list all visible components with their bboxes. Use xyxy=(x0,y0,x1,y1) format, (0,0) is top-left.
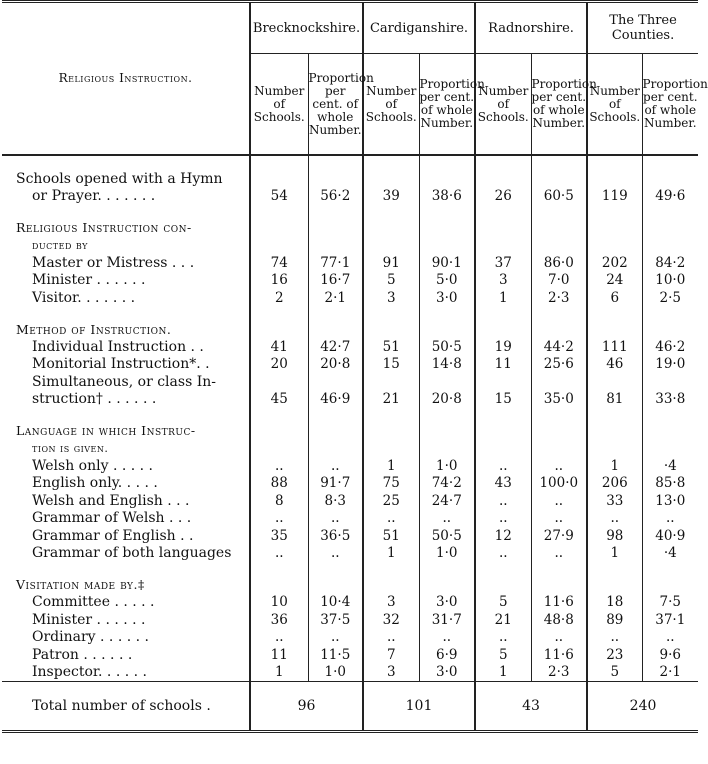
cell-number: 89 xyxy=(587,611,642,629)
table-row xyxy=(2,391,698,409)
spacer-row xyxy=(2,408,698,422)
row-label: Schools opened with a Hymn xyxy=(16,170,223,187)
cell-number: .. xyxy=(250,629,308,647)
cell-proportion: 44·2 xyxy=(531,338,587,356)
cell-proportion: .. xyxy=(531,510,587,528)
cell-proportion: 7·5 xyxy=(642,594,698,612)
total-brecknockshire: 96 xyxy=(250,682,363,732)
row-label-header-text: Religious Instruction. xyxy=(58,71,193,85)
row-label: Individual Instruction . . xyxy=(32,338,204,355)
cell-number: 12 xyxy=(475,527,531,545)
cell-proportion: 25·6 xyxy=(531,356,587,374)
cell-number: 91 xyxy=(363,254,419,272)
cell-number: 51 xyxy=(363,527,419,545)
row-label: Visitor. . . . . . . xyxy=(32,289,136,306)
spacer-row xyxy=(2,205,698,219)
table-row xyxy=(2,510,698,528)
cell-proportion: 90·1 xyxy=(419,254,475,272)
cell-proportion: .. xyxy=(531,629,587,647)
cell-number: .. xyxy=(587,510,642,528)
cell-proportion: 60·5 xyxy=(531,188,587,206)
table-row xyxy=(2,664,698,682)
section-label-row xyxy=(2,440,698,458)
county-header-brecknockshire: Brecknockshire. xyxy=(250,2,363,54)
spacer-row xyxy=(2,155,698,170)
table-row xyxy=(2,527,698,545)
cell-number: 6 xyxy=(587,289,642,307)
col-number-of-schools: Number of Schools. xyxy=(363,54,419,156)
total-row xyxy=(2,682,698,732)
cell-number: 33 xyxy=(587,492,642,510)
cell-proportion: .. xyxy=(642,510,698,528)
cell-proportion: 84·2 xyxy=(642,254,698,272)
cell-number: 51 xyxy=(363,338,419,356)
cell-number: .. xyxy=(363,629,419,647)
row-label: Grammar of Welsh . . . xyxy=(32,510,192,527)
table-row xyxy=(2,594,698,612)
cell-proportion: 2·3 xyxy=(531,289,587,307)
cell-number: 5 xyxy=(475,594,531,612)
cell-proportion: 91·7 xyxy=(308,475,363,493)
table-row xyxy=(2,272,698,290)
cell-proportion: 5·0 xyxy=(419,272,475,290)
cell-number: 19 xyxy=(475,338,531,356)
cell-proportion: 48·8 xyxy=(531,611,587,629)
row-label: Minister . . . . . . xyxy=(32,611,146,628)
row-label-header xyxy=(2,2,250,156)
cell-proportion: 56·2 xyxy=(308,188,363,206)
cell-proportion: 16·7 xyxy=(308,272,363,290)
table-row xyxy=(2,254,698,272)
row-label: ducted by xyxy=(32,238,88,252)
cell-proportion: 20·8 xyxy=(419,391,475,409)
cell-proportion: 13·0 xyxy=(642,492,698,510)
cell-number: 206 xyxy=(587,475,642,493)
cell-proportion: 100·0 xyxy=(531,475,587,493)
cell-number: 3 xyxy=(363,664,419,682)
row-label: Welsh and English . . . xyxy=(32,492,190,509)
cell-number: 81 xyxy=(587,391,642,409)
cell-proportion: 86·0 xyxy=(531,254,587,272)
cell-number: 1 xyxy=(587,545,642,563)
cell-proportion: 2·1 xyxy=(642,664,698,682)
table-row xyxy=(2,356,698,374)
cell-proportion: 37·5 xyxy=(308,611,363,629)
cell-proportion: 2·3 xyxy=(531,664,587,682)
county-header-three-counties: The Three Counties. xyxy=(587,2,698,54)
cell-proportion: 2·1 xyxy=(308,289,363,307)
cell-number: 15 xyxy=(475,391,531,409)
cell-number: 1 xyxy=(250,664,308,682)
total-cardiganshire: 101 xyxy=(363,682,475,732)
cell-proportion: 24·7 xyxy=(419,492,475,510)
cell-proportion: 37·1 xyxy=(642,611,698,629)
row-label: struction† . . . . . . xyxy=(32,391,157,408)
col-proportion: Proportion per cent. of whole Number. xyxy=(308,54,363,156)
cell-proportion: .. xyxy=(531,492,587,510)
row-label: Method of Instruction. xyxy=(16,321,172,337)
cell-number: 54 xyxy=(250,188,308,206)
section-label-row xyxy=(2,219,698,237)
cell-number: 119 xyxy=(587,188,642,206)
cell-proportion: .. xyxy=(308,457,363,475)
row-label: Visitation made by.‡ xyxy=(16,577,145,593)
cell-number: 202 xyxy=(587,254,642,272)
total-radnorshire: 43 xyxy=(475,682,587,732)
cell-number: 75 xyxy=(363,475,419,493)
col-number-of-schools: Number of Schools. xyxy=(250,54,308,156)
cell-number: 3 xyxy=(363,594,419,612)
cell-proportion: 50·5 xyxy=(419,338,475,356)
cell-proportion: 42·7 xyxy=(308,338,363,356)
cell-number: 5 xyxy=(475,646,531,664)
cell-number: .. xyxy=(250,510,308,528)
cell-proportion: 2·5 xyxy=(642,289,698,307)
table-row xyxy=(2,338,698,356)
cell-proportion: 9·6 xyxy=(642,646,698,664)
row-label: Simultaneous, or class In- xyxy=(32,373,216,390)
col-proportion: Proportion per cent. of whole Number. xyxy=(642,54,698,156)
cell-number: 43 xyxy=(475,475,531,493)
cell-number: 39 xyxy=(363,188,419,206)
cell-number: 20 xyxy=(250,356,308,374)
table-row xyxy=(2,611,698,629)
table-row xyxy=(2,492,698,510)
row-label: English only. . . . . xyxy=(32,475,158,492)
cell-number: .. xyxy=(475,629,531,647)
cell-number: 23 xyxy=(587,646,642,664)
cell-proportion: 38·6 xyxy=(419,188,475,206)
cell-number: 98 xyxy=(587,527,642,545)
section-label-row xyxy=(2,576,698,594)
total-three-counties: 240 xyxy=(587,682,698,732)
cell-proportion: .. xyxy=(531,545,587,563)
cell-proportion: 46·9 xyxy=(308,391,363,409)
row-label: Patron . . . . . . xyxy=(32,646,133,663)
row-label: Master or Mistress . . . xyxy=(32,254,195,271)
cell-number: 46 xyxy=(587,356,642,374)
section-label-row xyxy=(2,373,698,391)
col-number-of-schools: Number of Schools. xyxy=(587,54,642,156)
cell-proportion: 8·3 xyxy=(308,492,363,510)
cell-proportion: 6·9 xyxy=(419,646,475,664)
cell-number: 8 xyxy=(250,492,308,510)
cell-proportion: 1·0 xyxy=(419,457,475,475)
cell-number: .. xyxy=(475,492,531,510)
cell-proportion: 11·6 xyxy=(531,646,587,664)
section-label-row xyxy=(2,422,698,440)
cell-proportion: 3·0 xyxy=(419,664,475,682)
cell-number: 111 xyxy=(587,338,642,356)
cell-number: 18 xyxy=(587,594,642,612)
cell-number: 16 xyxy=(250,272,308,290)
table-row xyxy=(2,188,698,206)
cell-number: 11 xyxy=(250,646,308,664)
cell-number: .. xyxy=(587,629,642,647)
cell-proportion: ·4 xyxy=(642,457,698,475)
cell-number: 37 xyxy=(475,254,531,272)
cell-number: 15 xyxy=(363,356,419,374)
cell-number: 1 xyxy=(475,664,531,682)
cell-proportion: 3·0 xyxy=(419,289,475,307)
table-row xyxy=(2,475,698,493)
cell-number: 24 xyxy=(587,272,642,290)
cell-proportion: 46·2 xyxy=(642,338,698,356)
cell-number: 36 xyxy=(250,611,308,629)
row-label: Grammar of both languages xyxy=(32,545,232,562)
table-row xyxy=(2,646,698,664)
row-label: Monitorial Instruction*. . xyxy=(32,356,210,373)
cell-proportion: 77·1 xyxy=(308,254,363,272)
cell-number: 3 xyxy=(363,289,419,307)
spacer-row xyxy=(2,307,698,321)
cell-number: 32 xyxy=(363,611,419,629)
cell-number: 1 xyxy=(587,457,642,475)
cell-proportion: 40·9 xyxy=(642,527,698,545)
row-label: Welsh only . . . . . xyxy=(32,457,153,474)
cell-number: 74 xyxy=(250,254,308,272)
section-label-row xyxy=(2,170,698,188)
row-label: Inspector. . . . . . xyxy=(32,664,147,681)
cell-proportion: 7·0 xyxy=(531,272,587,290)
cell-proportion: 10·0 xyxy=(642,272,698,290)
cell-proportion: 31·7 xyxy=(419,611,475,629)
section-label-row xyxy=(2,321,698,339)
cell-number: 21 xyxy=(363,391,419,409)
cell-proportion: .. xyxy=(419,510,475,528)
table-row xyxy=(2,545,698,563)
cell-proportion: .. xyxy=(308,629,363,647)
cell-proportion: 11·5 xyxy=(308,646,363,664)
cell-number: 11 xyxy=(475,356,531,374)
cell-proportion: 33·8 xyxy=(642,391,698,409)
cell-proportion: .. xyxy=(642,629,698,647)
cell-proportion: 20·8 xyxy=(308,356,363,374)
table-row xyxy=(2,289,698,307)
row-label: Language in which Instruc- xyxy=(16,423,196,439)
cell-number: 45 xyxy=(250,391,308,409)
cell-proportion: 49·6 xyxy=(642,188,698,206)
cell-number: 21 xyxy=(475,611,531,629)
cell-proportion: .. xyxy=(419,629,475,647)
cell-proportion: 85·8 xyxy=(642,475,698,493)
cell-number: .. xyxy=(250,545,308,563)
cell-number: 1 xyxy=(363,545,419,563)
cell-number: 5 xyxy=(587,664,642,682)
cell-number: .. xyxy=(475,510,531,528)
cell-number: 1 xyxy=(363,457,419,475)
row-label: Grammar of English . . xyxy=(32,527,194,544)
cell-number: 10 xyxy=(250,594,308,612)
cell-number: .. xyxy=(475,545,531,563)
cell-number: .. xyxy=(250,457,308,475)
cell-number: .. xyxy=(475,457,531,475)
cell-proportion: 14·8 xyxy=(419,356,475,374)
cell-number: 88 xyxy=(250,475,308,493)
cell-proportion: 74·2 xyxy=(419,475,475,493)
row-label: or Prayer. . . . . . . xyxy=(32,188,156,205)
col-proportion: Proportion per cent. of whole Number. xyxy=(419,54,475,156)
cell-proportion: 19·0 xyxy=(642,356,698,374)
row-label: Religious Instruction con- xyxy=(16,220,192,236)
cell-proportion: .. xyxy=(308,545,363,563)
cell-number: 7 xyxy=(363,646,419,664)
cell-proportion: ·4 xyxy=(642,545,698,563)
row-label: Committee . . . . . xyxy=(32,594,155,611)
row-label: Ordinary . . . . . . xyxy=(32,629,149,646)
cell-proportion: 36·5 xyxy=(308,527,363,545)
cell-proportion: 3·0 xyxy=(419,594,475,612)
cell-proportion: .. xyxy=(531,457,587,475)
cell-number: 1 xyxy=(475,289,531,307)
cell-proportion: .. xyxy=(308,510,363,528)
cell-number: .. xyxy=(363,510,419,528)
section-label-row xyxy=(2,237,698,255)
cell-proportion: 1·0 xyxy=(419,545,475,563)
cell-number: 25 xyxy=(363,492,419,510)
statistics-table xyxy=(2,0,708,733)
county-header-cardiganshire: Cardiganshire. xyxy=(363,2,475,54)
row-label: tion is given. xyxy=(32,441,109,455)
cell-number: 3 xyxy=(475,272,531,290)
col-number-of-schools: Number of Schools. xyxy=(475,54,531,156)
total-label: Total number of schools . xyxy=(2,682,250,732)
cell-number: 2 xyxy=(250,289,308,307)
cell-proportion: 11·6 xyxy=(531,594,587,612)
spacer-row xyxy=(2,562,698,576)
cell-proportion: 10·4 xyxy=(308,594,363,612)
cell-proportion: 35·0 xyxy=(531,391,587,409)
table-row xyxy=(2,629,698,647)
cell-number: 26 xyxy=(475,188,531,206)
county-header-radnorshire: Radnorshire. xyxy=(475,2,587,54)
cell-proportion: 50·5 xyxy=(419,527,475,545)
cell-proportion: 27·9 xyxy=(531,527,587,545)
cell-number: 5 xyxy=(363,272,419,290)
col-proportion: Proportion per cent. of whole Number. xyxy=(531,54,587,156)
table-row xyxy=(2,457,698,475)
cell-proportion: 1·0 xyxy=(308,664,363,682)
row-label: Minister . . . . . . xyxy=(32,272,146,289)
cell-number: 41 xyxy=(250,338,308,356)
cell-number: 35 xyxy=(250,527,308,545)
